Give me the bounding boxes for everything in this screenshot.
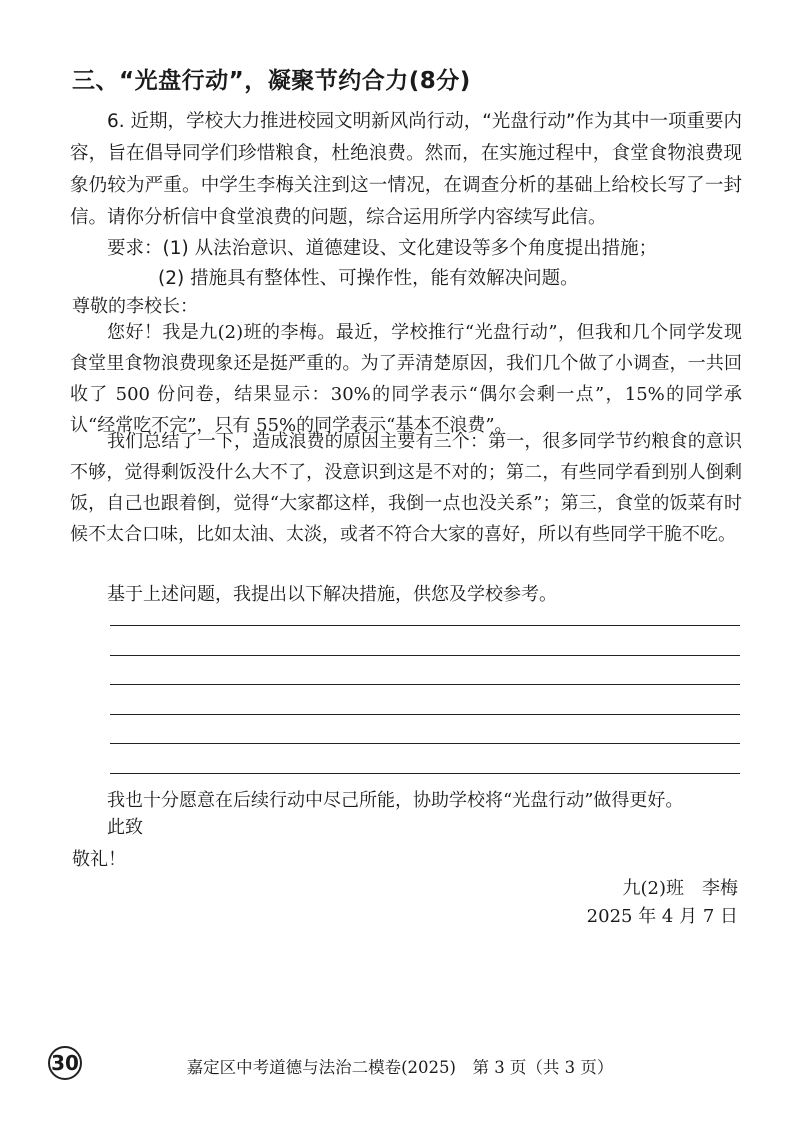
answer-line[interactable] [110,655,740,656]
page-number-badge: 30 [48,1046,82,1080]
requirement-1: 要求：(1) 从法治意识、道德建设、文化建设等多个角度提出措施； [107,238,658,259]
requirement-2: (2) 措施具有整体性、可操作性，能有效解决问题。 [158,268,579,289]
answer-line[interactable] [110,743,740,744]
letter-closing: 我也十分愿意在后续行动中尽己所能，协助学校将“光盘行动”做得更好。 [107,790,684,811]
letter-cizhi: 此致 [107,817,143,838]
answer-line[interactable] [110,773,740,774]
answer-line[interactable] [110,714,740,715]
letter-paragraph-2: 我们总结了一下，造成浪费的原因主要有三个：第一，很多同学节约粮食的意识不够，觉得剩饭没什么大不了，没意识到这是不对的；第二，有些同学看到别人倒剩饭，自己也跟着倒，觉得“大家都这样，我倒一点也没关系”；第三，食堂的饭菜有时候不太合口味，比如太油、太淡，或者不符合大家的喜好，所以有些同学干脆不吃。 [70,431,742,545]
letter-paragraph-1: 您好！我是九(2)班的李梅。最近，学校推行“光盘行动”，但我和几个同学发现食堂里食物浪费现象还是挺严重的。为了弄清楚原因，我们几个做了小调查，一共回收了 500 份问卷，结果显示：30%的同学表示“偶尔会剩一点”，15%的同学承认“经常吃不完”，只有 55%的同学表示“基本不浪费”。 [70,322,742,436]
letter-salutation: 尊敬的李校长： [72,296,198,317]
letter-signature: 九(2)班 李梅 [622,878,738,899]
letter-jingli: 敬礼！ [72,849,126,870]
answer-line[interactable] [110,625,740,626]
answer-line[interactable] [110,684,740,685]
letter-paragraph-3: 基于上述问题，我提出以下解决措施，供您及学校参考。 [107,584,557,605]
page-footer: 嘉定区中考道德与法治二模卷(2025) 第 3 页（共 3 页） [186,1058,614,1077]
letter-date: 2025 年 4 月 7 日 [586,906,738,927]
question-text: 6. 近期，学校大力推进校园文明新风尚行动，“光盘行动”作为其中一项重要内容，旨在倡导同学们珍惜粮食，杜绝浪费。然而，在实施过程中，食堂食物浪费现象仍较为严重。中学生李梅关注到这一情况，在调查分析的基础上给校长写了一封信。请你分析信中食堂浪费的问题，综合运用所学内容续写此信。 [70,111,742,228]
section-title: 三、“光盘行动”，凝聚节约合力(8分) [72,68,471,94]
